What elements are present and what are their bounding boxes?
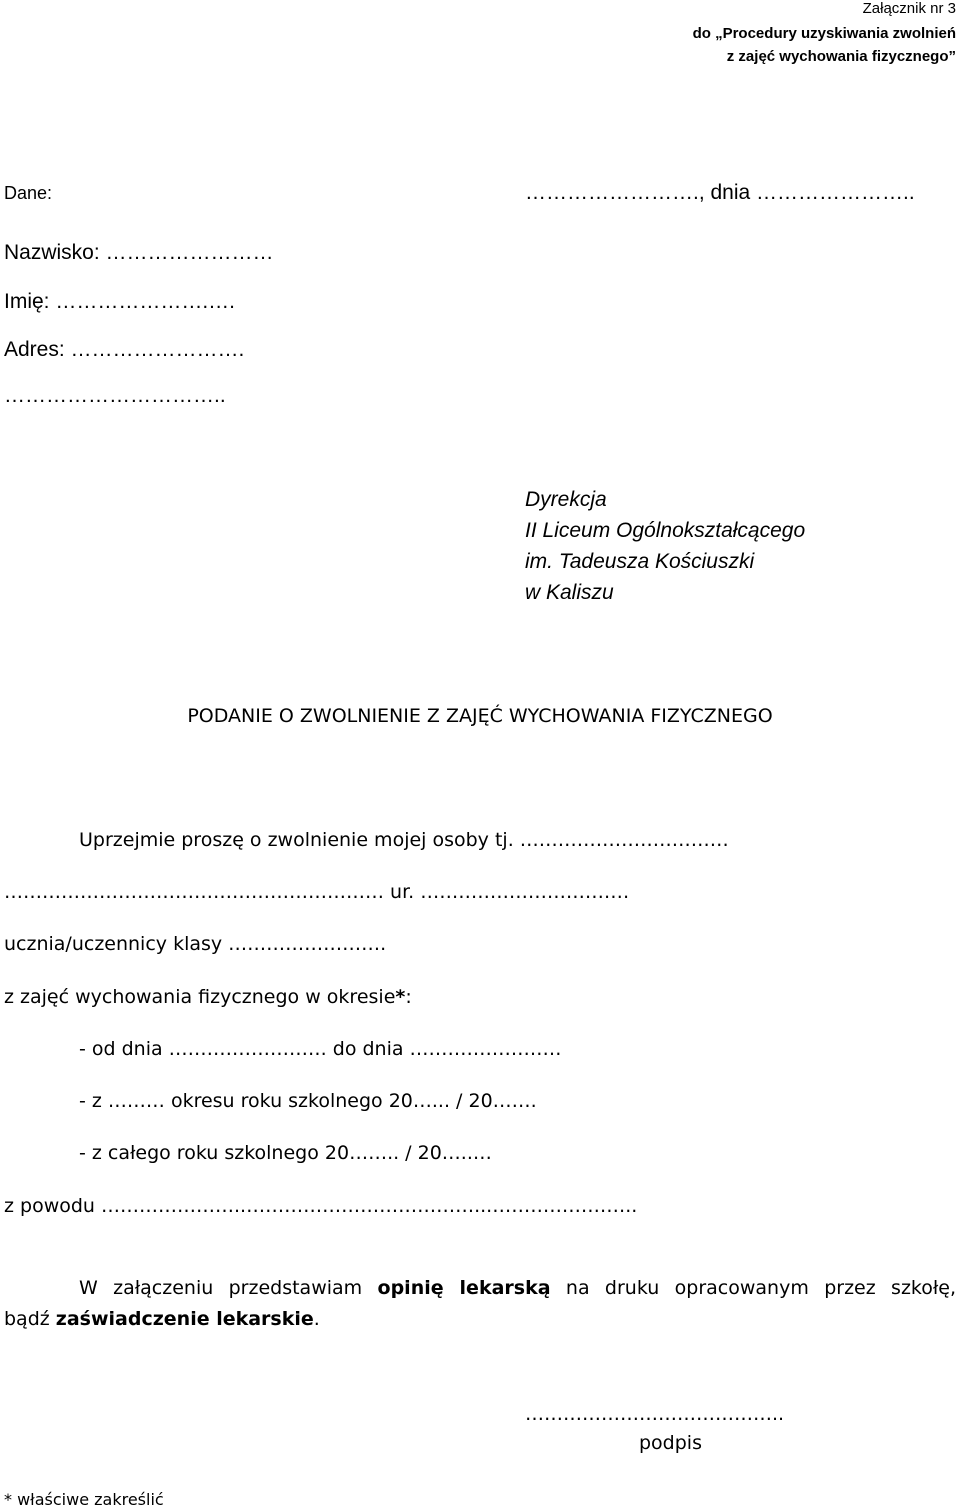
request-line: Uprzejmie proszę o zwolnienie mojej osoby tj. ……………………………: [79, 829, 729, 851]
place-date-line: ……………………., dnia …………………..: [525, 181, 915, 204]
procedure-title-line2: z zajęć wychowania fizycznego”: [726, 48, 956, 65]
procedure-title-line1: do „Procedury uzyskiwania zwolnień: [692, 25, 956, 42]
attachment-paragraph-line1: [79, 1277, 956, 1299]
document-title: PODANIE O ZWOLNIENIE Z ZAJĘĆ WYCHOWANIA FIZYCZNEGO: [187, 705, 773, 727]
first-name-field: Imię: ………………….….: [4, 290, 236, 313]
period-intro-text: z zajęć wychowania fizycznego w okresie: [4, 986, 396, 1008]
option-semester: - z ……… okresu roku szkolnego 20…... / 20…….: [79, 1090, 537, 1112]
signature-label: podpis: [639, 1432, 702, 1454]
medical-opinion-emphasis: opinię lekarską: [377, 1277, 551, 1299]
period-intro: [4, 986, 412, 1008]
name-birth-line: …………………………………………………… ur. ……………………………: [4, 881, 630, 903]
recipient-line-3: im. Tadeusza Kościuszki: [525, 550, 755, 573]
attachment-paragraph-line2: [4, 1308, 320, 1330]
medical-certificate-emphasis: zaświadczenie lekarskie: [55, 1308, 314, 1330]
recipient-line-4: w Kaliszu: [525, 581, 614, 604]
recipient-line-1: Dyrekcja: [525, 488, 607, 511]
address-continuation: …………………………..: [4, 384, 226, 407]
attachment-text-1: W załączeniu przedstawiam: [79, 1277, 378, 1299]
period-intro-colon: :: [405, 986, 412, 1008]
footnote: * właściwe zakreślić: [4, 1490, 164, 1509]
reason-line: z powodu …………………..………………………………...…………………..: [4, 1195, 638, 1217]
surname-field: Nazwisko: ……………………: [4, 241, 274, 264]
data-label: Dane:: [4, 183, 53, 203]
class-line: ucznia/uczennicy klasy …………………….: [4, 933, 387, 955]
attachment-text-2: na druku opracowanym przez szkołę,: [550, 1277, 957, 1299]
attachment-number: Załącznik nr 3: [862, 0, 956, 17]
signature-dots: …………………………………..: [525, 1403, 785, 1425]
address-field: Adres: …………………….: [4, 338, 245, 361]
recipient-line-2: II Liceum Ogólnokształcącego: [525, 519, 806, 542]
attachment-text-4: .: [313, 1308, 320, 1330]
option-school-year: - z całego roku szkolnego 20…….. / 20…..…: [79, 1142, 492, 1164]
attachment-text-3: bądź: [4, 1308, 56, 1330]
option-date-range: - od dnia ……………………. do dnia ……………………: [79, 1038, 562, 1060]
footnote-asterisk: *: [395, 986, 406, 1008]
